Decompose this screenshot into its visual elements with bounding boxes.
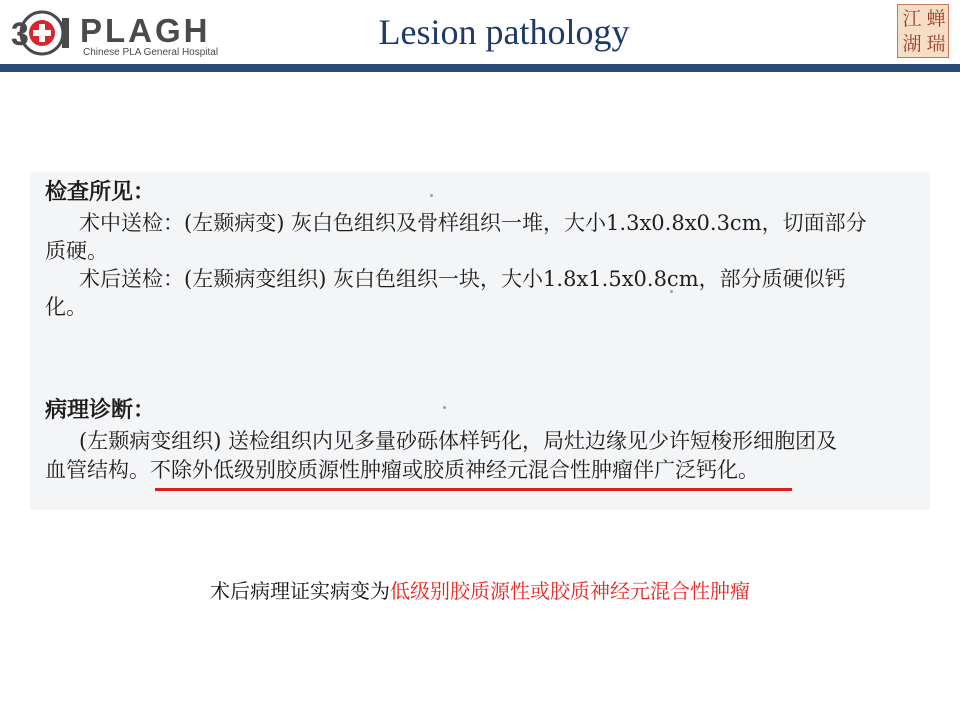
exam-line: 质硬。 [45, 239, 108, 263]
pathology-diagnosis-heading: 病理诊断： [45, 398, 156, 423]
svg-text:3: 3 [11, 16, 29, 52]
scan-speck [443, 406, 446, 409]
seal-char: 蝉 [926, 8, 946, 30]
seal-char: 瑞 [926, 33, 946, 55]
diagnosis-red-underline [155, 488, 792, 491]
pathology-report-scan [30, 172, 930, 510]
page-title: Lesion pathology [378, 12, 630, 52]
seal-char: 湖 [902, 33, 922, 55]
exam-line: 化。 [45, 295, 87, 319]
logo-wordmark: PLAGH [80, 12, 211, 49]
scan-speck [430, 194, 433, 197]
caption-highlight: 低级别胶质源性或胶质神经元混合性肿瘤 [390, 579, 750, 603]
logo-subtitle: Chinese PLA General Hospital [83, 47, 219, 58]
slide-header [0, 0, 960, 64]
diagnosis-line: 血管结构。不除外低级别胶质源性肿瘤或胶质神经元混合性肿瘤伴广泛钙化。 [45, 458, 759, 482]
seal-char: 江 [902, 8, 922, 30]
caption-prefix: 术后病理证实病变为 [210, 579, 390, 603]
exam-line: 术后送检：(左颞病变组织) 灰白色组织一块，大小1.8x1.5x0.8cm，部分质硬似钙 [79, 267, 846, 291]
exam-line: 术中送检：(左颞病变) 灰白色组织及骨样组织一堆，大小1.3x0.8x0.3cm，切面部分 [79, 211, 867, 235]
diagnosis-line: (左颞病变组织) 送检组织内见多量砂砾体样钙化，局灶边缘见少许短梭形细胞团及 [79, 429, 838, 453]
header-divider-bar [0, 64, 960, 72]
exam-findings-heading: 检查所见： [45, 180, 156, 205]
seal-stamp [897, 4, 949, 58]
conclusion-caption [0, 576, 960, 606]
